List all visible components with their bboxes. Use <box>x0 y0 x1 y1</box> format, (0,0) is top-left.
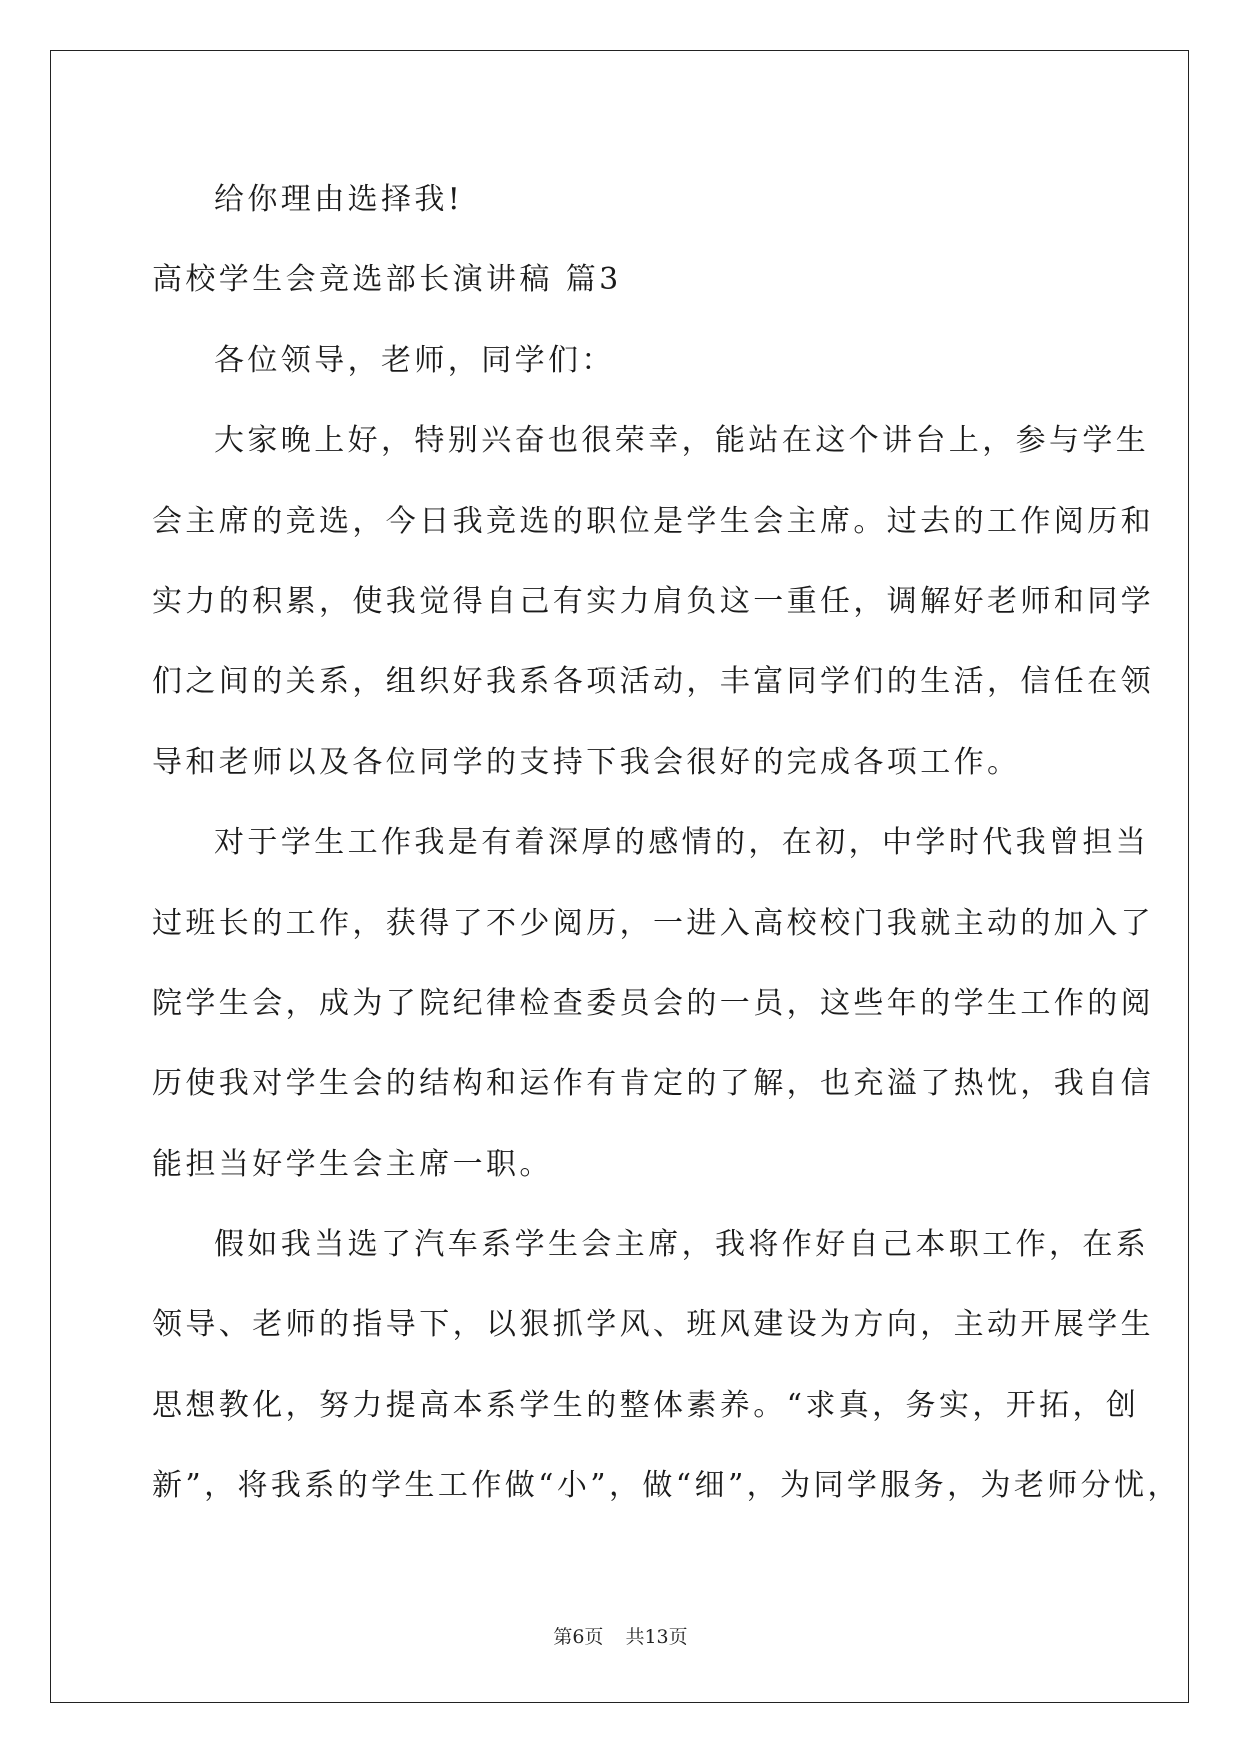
text-line: 大家晚上好，特别兴奋也很荣幸，能站在这个讲台上，参与学生 <box>214 423 1150 459</box>
text-line: 对于学生工作我是有着深厚的感情的，在初，中学时代我曾担当 <box>214 825 1150 861</box>
text-line: 会主席的竞选，今日我竞选的职位是学生会主席。过去的工作阅历和 <box>152 503 1154 539</box>
text-line: 思想教化，努力提高本系学生的整体素养。“求真，务实，开拓，创 <box>152 1387 1140 1423</box>
text-line: 假如我当选了汽车系学生会主席，我将作好自己本职工作，在系 <box>214 1227 1150 1263</box>
salutation: 各位领导，老师，同学们： <box>214 342 615 378</box>
text-line: 领导、老师的指导下，以狠抓学风、班风建设为方向，主动开展学生 <box>152 1307 1154 1343</box>
text-line: 导和老师以及各位同学的支持下我会很好的完成各项工作。 <box>152 744 1021 780</box>
text-line: 能担当好学生会主席一职。 <box>152 1146 553 1182</box>
section-heading: 高校学生会竞选部长演讲稿 篇3 <box>152 262 622 298</box>
text-line: 新”，将我系的学生工作做“小”，做“细”，为同学服务，为老师分忧， <box>152 1468 1181 1504</box>
document-body <box>152 160 1181 1527</box>
page-footer <box>0 1622 1241 1649</box>
text-line: 院学生会，成为了院纪律检查委员会的一员，这些年的学生工作的阅 <box>152 985 1154 1021</box>
text-line: 历使我对学生会的结构和运作有肯定的了解，也充溢了热忱，我自信 <box>152 1066 1154 1102</box>
text-line: 过班长的工作，获得了不少阅历，一进入高校校门我就主动的加入了 <box>152 905 1154 941</box>
text-line: 实力的积累，使我觉得自己有实力肩负这一重任，调解好老师和同学 <box>152 583 1154 619</box>
text-line: 给你理由选择我! <box>214 182 464 217</box>
page-total: 共13页 <box>625 1626 688 1648</box>
page-number: 第6页 <box>553 1626 604 1648</box>
text-line: 们之间的关系，组织好我系各项活动，丰富同学们的生活，信任在领 <box>152 664 1154 700</box>
